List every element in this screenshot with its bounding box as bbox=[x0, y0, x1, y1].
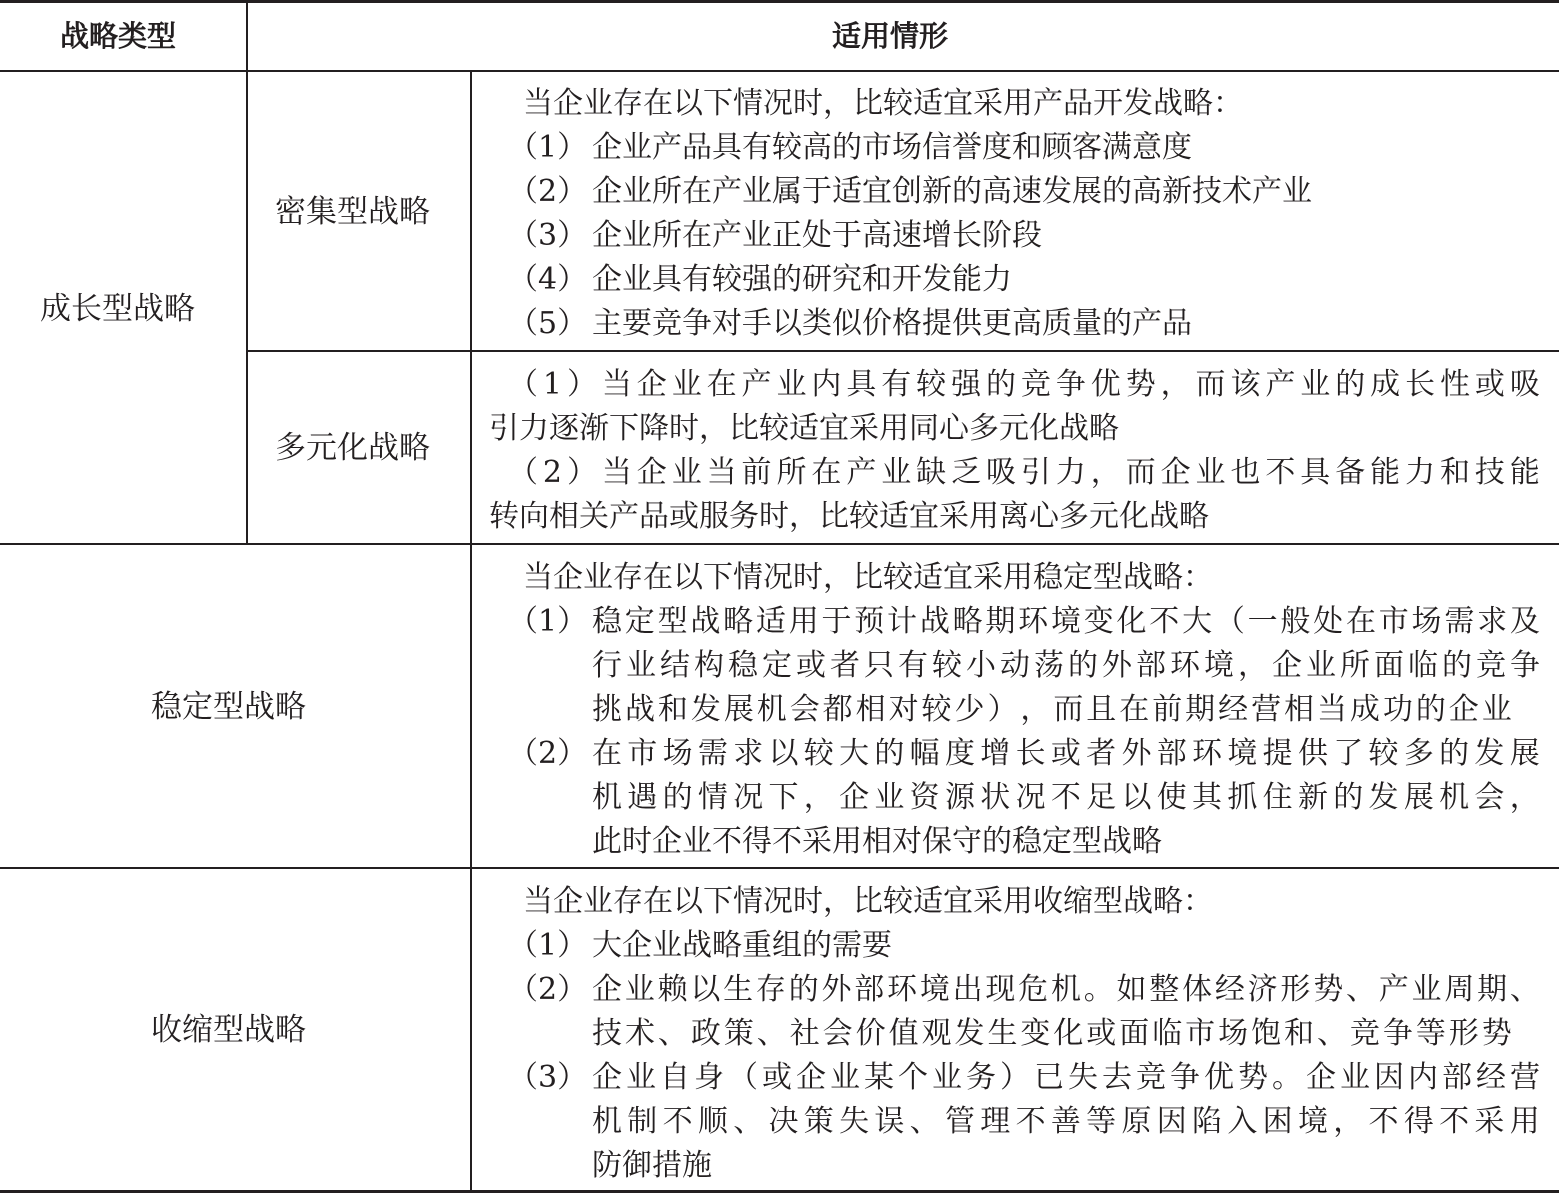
retrench-item-line: 大企业战略重组的需要 bbox=[592, 928, 892, 963]
list-item: （3） 企业所在产业正处于高速增长阶段 bbox=[508, 218, 1042, 253]
rule-stable-bottom bbox=[0, 867, 1559, 869]
intensive-intro: 当企业存在以下情况时，比较适宜采用产品开发战略： bbox=[523, 86, 1243, 121]
vrule-content bbox=[470, 72, 472, 1192]
list-item-number: （2） bbox=[508, 736, 588, 771]
bottom-rule bbox=[0, 1190, 1559, 1193]
category-retrench: 收缩型战略 bbox=[151, 1012, 306, 1048]
stable-item-line: 挑 战 和 发 展 机 会 都 相 对 较 少 ） ， 而 且 在 前 期 经 营 相 当 成 功 的 企 业 bbox=[592, 692, 1512, 727]
stable-item-line: 在 市 场 需 求 以 较 大 的 幅 度 增 长 或 者 外 部 环 境 提 供 了 较 多 的 发 展 bbox=[592, 736, 1540, 771]
stable-item-line: 行 业 结 构 稳 定 或 者 只 有 较 小 动 荡 的 外 部 环 境 ， 企 业 所 面 临 的 竞 争 bbox=[592, 648, 1540, 683]
header-applicable-situation: 适用情形 bbox=[832, 19, 949, 53]
retrench-item-line: 防御措施 bbox=[592, 1148, 712, 1183]
rule-growth-bottom bbox=[0, 543, 1559, 545]
subcategory-diversified: 多元化战略 bbox=[275, 430, 430, 466]
diversified-item-line: （ 1 ） 当 企 业 在 产 业 内 具 有 较 强 的 竞 争 优 势 ， 而 该 产 业 的 成 长 性 或 吸 bbox=[508, 367, 1540, 402]
stable-item-line: 此时企业不得不采用相对保守的稳定型战略 bbox=[592, 824, 1162, 859]
category-stable: 稳定型战略 bbox=[151, 689, 306, 725]
list-item-number: （1） bbox=[508, 604, 588, 639]
subcategory-intensive: 密集型战略 bbox=[275, 194, 430, 230]
list-item: （4） 企业具有较强的研究和开发能力 bbox=[508, 262, 1012, 297]
header-strategy-type: 战略类型 bbox=[60, 19, 177, 53]
vrule-growth bbox=[246, 72, 248, 544]
diversified-item-line: （ 2 ） 当 企 业 当 前 所 在 产 业 缺 乏 吸 引 力 ， 而 企 业 也 不 具 备 能 力 和 技 能 bbox=[508, 455, 1540, 490]
top-rule bbox=[0, 0, 1559, 3]
list-item-number: （2） bbox=[508, 972, 588, 1007]
diversified-item-line: 引力逐渐下降时，比较适宜采用同心多元化战略 bbox=[489, 411, 1119, 446]
retrench-item-line: 技 术 、 政 策 、 社 会 价 值 观 发 生 变 化 或 面 临 市 场 饱 和 、 竞 争 等 形 势 bbox=[592, 1016, 1512, 1051]
category-growth: 成长型战略 bbox=[40, 291, 195, 327]
rule-intensive-bottom bbox=[247, 350, 1559, 352]
list-item: （2） 企业所在产业属于适宜创新的高速发展的高新技术产业 bbox=[508, 174, 1312, 209]
retrench-item-line: 企 业 赖 以 生 存 的 外 部 环 境 出 现 危 机 。 如 整 体 经 济 形 势 、 产 业 周 期 、 bbox=[592, 972, 1540, 1007]
list-item: （1） 企业产品具有较高的市场信誉度和顾客满意度 bbox=[508, 130, 1192, 165]
header-rule bbox=[0, 70, 1559, 72]
retrench-item-line: 机 制 不 顺 、 决 策 失 误 、 管 理 不 善 等 原 因 陷 入 困 境 ， 不 得 不 采 用 bbox=[592, 1104, 1540, 1139]
stable-item-line: 稳 定 型 战 略 适 用 于 预 计 战 略 期 环 境 变 化 不 大 （ 一 般 处 在 市 场 需 求 及 bbox=[592, 604, 1540, 639]
vrule-header bbox=[246, 0, 248, 72]
list-item: （5） 主要竞争对手以类似价格提供更高质量的产品 bbox=[508, 306, 1192, 341]
stable-item-line: 机 遇 的 情 况 下 ， 企 业 资 源 状 况 不 足 以 使 其 抓 住 新 的 发 展 机 会 ， bbox=[592, 780, 1540, 815]
retrench-intro: 当企业存在以下情况时，比较适宜采用收缩型战略： bbox=[523, 884, 1213, 919]
list-item-number: （1） bbox=[508, 928, 588, 963]
retrench-item-line: 企 业 自 身 （ 或 企 业 某 个 业 务 ） 已 失 去 竞 争 优 势 。 企 业 因 内 部 经 营 bbox=[592, 1060, 1540, 1095]
diversified-item-line: 转向相关产品或服务时，比较适宜采用离心多元化战略 bbox=[489, 499, 1209, 534]
list-item-number: （3） bbox=[508, 1060, 588, 1095]
stable-intro: 当企业存在以下情况时，比较适宜采用稳定型战略： bbox=[523, 560, 1213, 595]
